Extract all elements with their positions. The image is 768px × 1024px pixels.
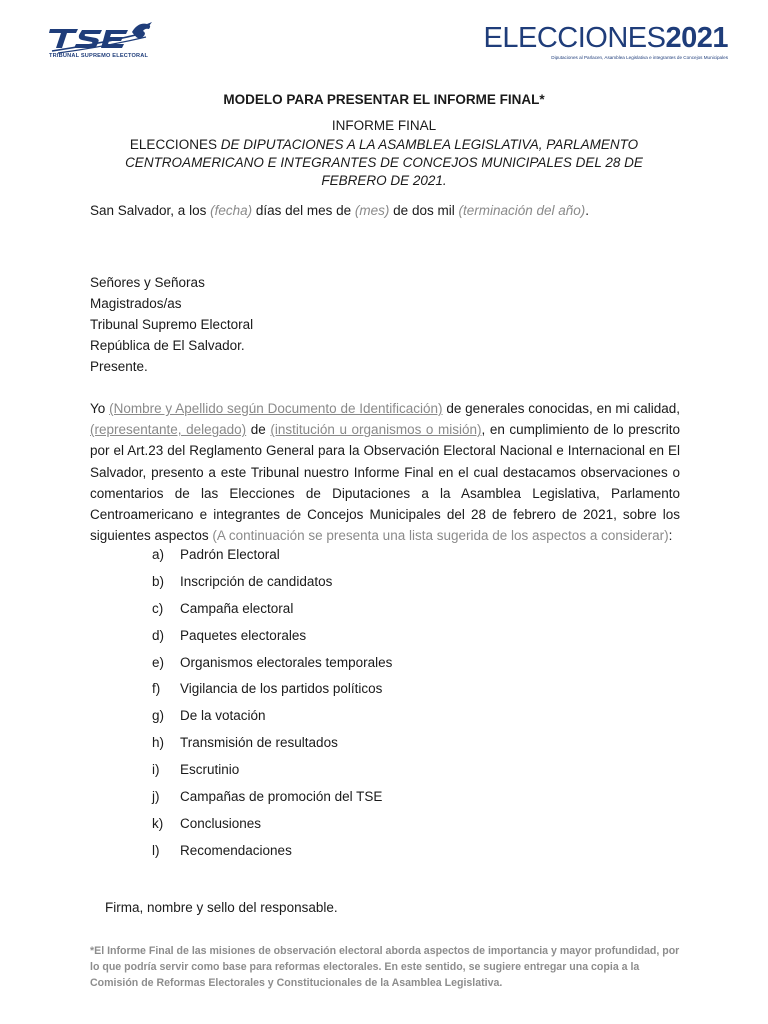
list-text: Padrón Electoral bbox=[180, 546, 280, 562]
address-line: Señores y Señoras bbox=[90, 275, 205, 290]
elections-description: DE DIPUTACIONES A LA ASAMBLEA LEGISLATIVA, PARLAMENTO CENTROAMERICANO E INTEGRANTES DE CONCEJOS MUNICIPALES DEL 28 DE FEBRERO DE 2021. bbox=[125, 137, 643, 188]
list-letter: h) bbox=[152, 735, 165, 751]
elecciones-year: 2021 bbox=[665, 22, 728, 54]
date-text: . bbox=[585, 203, 590, 218]
list-text: Conclusiones bbox=[180, 815, 262, 831]
list-letter: d) bbox=[152, 627, 165, 643]
year-placeholder: (terminación del año) bbox=[458, 203, 586, 218]
list-text: Recomendaciones bbox=[180, 842, 292, 858]
signature-line: Firma, nombre y sello del responsable. bbox=[105, 900, 338, 915]
list-text: Vigilancia de los partidos políticos bbox=[180, 681, 383, 697]
list-text: Escrutinio bbox=[180, 762, 240, 778]
list-text: Inscripción de candidatos bbox=[180, 573, 333, 589]
list-item bbox=[152, 810, 392, 837]
date-text: días del mes de bbox=[252, 203, 355, 218]
paragraph-text: : bbox=[668, 528, 673, 544]
list-text: Campañas de promoción del TSE bbox=[180, 788, 383, 804]
list-text: Campaña electoral bbox=[180, 600, 294, 616]
name-placeholder: (Nombre y Apellido según Documento de Identificación) bbox=[109, 401, 443, 416]
paragraph-text: de generales conocidas, en mi calidad, bbox=[442, 401, 680, 416]
list-item bbox=[152, 837, 392, 864]
list-letter: k) bbox=[152, 815, 164, 831]
aspects-list bbox=[152, 541, 392, 864]
elecciones-wordmark bbox=[484, 23, 728, 53]
address-line: Presente. bbox=[90, 359, 148, 374]
list-item bbox=[152, 756, 392, 783]
footnote: *El Informe Final de las misiones de observación electoral aborda aspectos de importancia y mayor profundidad, por lo que podría servir como base para reformas electorales. En este sentido, se sugiere entregar una copia a la Comisión de Reformas Electorales y Constitucionales de la Asamblea Legislativa. bbox=[90, 945, 680, 989]
list-item bbox=[152, 729, 392, 756]
list-letter: b) bbox=[152, 573, 165, 589]
body-paragraph bbox=[90, 398, 680, 546]
list-letter: f) bbox=[152, 681, 161, 697]
elecciones-2021-logo bbox=[484, 23, 728, 60]
list-item bbox=[152, 649, 392, 676]
elections-heading bbox=[100, 136, 668, 190]
list-letter: l) bbox=[152, 842, 160, 858]
date-placeholder: (fecha) bbox=[210, 203, 253, 218]
address-line: Magistrados/as bbox=[90, 296, 182, 311]
elecciones-word: ELECCIONES bbox=[483, 22, 666, 54]
institution-placeholder: (institución u organismos o misión) bbox=[270, 422, 482, 438]
month-placeholder: (mes) bbox=[354, 203, 390, 218]
date-text: San Salvador, a los bbox=[90, 203, 211, 218]
role-placeholder: (representante, delegado) bbox=[90, 422, 247, 438]
address-block bbox=[90, 272, 253, 377]
tse-dove-logo-icon bbox=[48, 20, 158, 54]
list-letter: g) bbox=[152, 708, 165, 724]
date-line bbox=[90, 203, 589, 218]
list-letter: c) bbox=[152, 600, 164, 616]
list-text: De la votación bbox=[180, 708, 266, 724]
list-item bbox=[152, 595, 392, 622]
address-line: Tribunal Supremo Electoral bbox=[90, 317, 254, 332]
list-letter: a) bbox=[152, 546, 165, 562]
list-item bbox=[152, 541, 392, 568]
list-item bbox=[152, 702, 392, 729]
document-subtitle: INFORME FINAL bbox=[331, 118, 437, 133]
elecciones-subtitle: Diputaciones al Parlacen, Asamblea Legislativa e integrantes de Concejos Municipales bbox=[551, 55, 728, 60]
list-item bbox=[152, 568, 392, 595]
address-line: República de El Salvador. bbox=[90, 338, 245, 353]
list-letter: e) bbox=[152, 654, 165, 670]
list-text: Organismos electorales temporales bbox=[180, 654, 393, 670]
elections-prefix: ELECCIONES bbox=[129, 137, 221, 152]
list-text: Paquetes electorales bbox=[180, 627, 307, 643]
list-letter: j) bbox=[152, 788, 160, 804]
aspects-placeholder: (A continuación se presenta una lista sugerida de los aspectos a considerar) bbox=[212, 528, 669, 544]
list-text: Transmisión de resultados bbox=[180, 735, 338, 751]
list-item bbox=[152, 622, 392, 649]
list-item bbox=[152, 675, 392, 702]
tse-caption: TRIBUNAL SUPREMO ELECTORAL bbox=[49, 53, 149, 59]
date-text: de dos mil bbox=[389, 203, 459, 218]
paragraph-text: Yo bbox=[90, 401, 110, 416]
paragraph-text: , en cumplimiento de lo prescrito por el Art.23 del Reglamento General para la Observación Electoral Nacional e Internacional en El Salvador, presento a este Tribunal nuestro Informe Final en el cual destacamos observaciones o comentarios de las Elecciones de Diputaciones a la Asamblea Legislativa, Parlamento Centroamericano e integrantes de Concejos Municipales del 28 de febrero de 2021, sobre los siguientes aspectos bbox=[90, 422, 680, 544]
paragraph-text: de bbox=[246, 422, 271, 438]
list-letter: i) bbox=[152, 762, 160, 778]
document-title: MODELO PARA PRESENTAR EL INFORME FINAL* bbox=[223, 92, 545, 107]
list-item bbox=[152, 783, 392, 810]
